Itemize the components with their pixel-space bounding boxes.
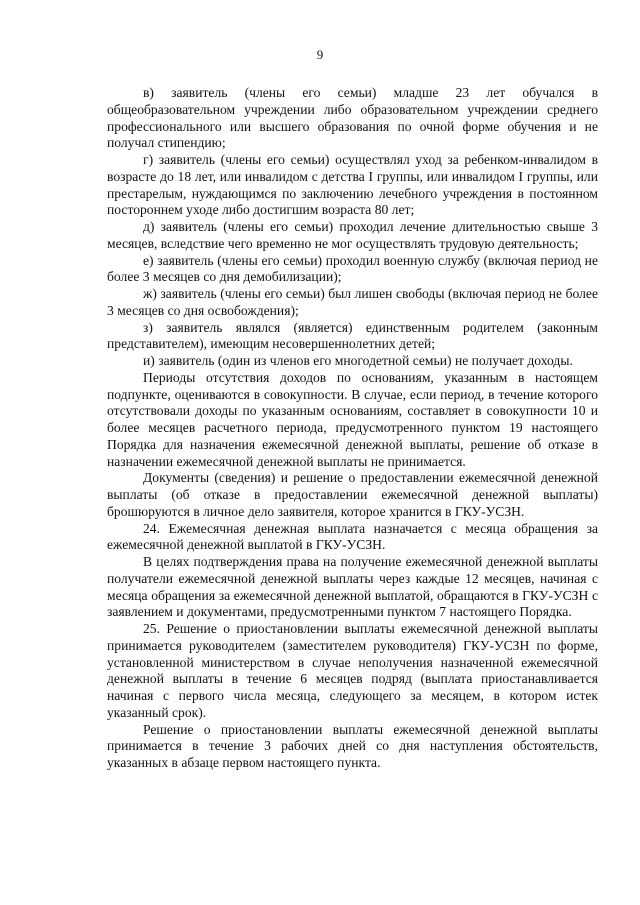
paragraph-confirmation-of-right: В целях подтверждения права на получение ежемесячной денежной выплаты получатели ежемесячной денежной выплаты через каждые 12 месяцев, начиная с месяца обращения за ежемесячной денежной выплатой, обращаются в ГКУ-УСЗН с заявлением и документами, предусмотренными пунктом 7 настоящего Порядка.	[107, 554, 598, 620]
paragraph-documents-personal-file: Документы (сведения) и решение о предоставлении ежемесячной денежной выплаты (об отказе в предоставлении ежемесячной денежной выплаты) брошюруются в личное дело заявителя, которое хранится в ГКУ-УСЗН.	[107, 470, 598, 519]
paragraph-item-25: 25. Решение о приостановлении выплаты ежемесячной денежной выплаты принимается руководителем (заместителем руководителя) ГКУ-УСЗН по форме, установленной министерством в случае неполучения назначенной ежемесячной денежной выплаты в течение 6 месяцев подряд (выплата приостанавливается начиная с первого числа месяца, следующего за месяцем, в котором истек указанный срок).	[107, 621, 598, 720]
paragraph-subitem-i: и) заявитель (один из членов его многодетной семьи) не получает доходы.	[143, 353, 573, 368]
paragraph-subitem-zh: ж) заявитель (члены его семьи) был лишен свободы (включая период не более 3 месяцев со дня освобождения);	[107, 286, 598, 318]
paragraph-subitem-d: д) заявитель (члены его семьи) проходил лечение длительностью свыше 3 месяцев, вследствие чего временно не мог осуществлять трудовую деятельность;	[107, 219, 598, 251]
paragraph-suspension-decision: Решение о приостановлении выплаты ежемесячной денежной выплаты принимается в течение 3 рабочих дней со дня наступления обстоятельств, указанных в абзаце первом настоящего пункта.	[107, 721, 598, 770]
paragraph-item-24: 24. Ежемесячная денежная выплата назначается с месяца обращения за ежемесячной денежной выплатой в ГКУ-УСЗН.	[107, 520, 598, 553]
paragraph-subitem-e: е) заявитель (члены его семьи) проходил военную службу (включая период не более 3 месяцев со дня демобилизации);	[107, 252, 598, 285]
document-body	[107, 85, 598, 772]
paragraph-subitem-z: з) заявитель являлся (является) единственным родителем (законным представителем), имеющим несовершеннолетних детей;	[107, 319, 598, 352]
paragraph-subitem-v: в) заявитель (члены его семьи) младше 23 лет обучался в общеобразовательном учреждении либо образовательном учреждении среднего профессионального или высшего образования по очной форме обучения и не получал стипендию;	[107, 85, 598, 151]
paragraph-subitem-g: г) заявитель (члены его семьи) осуществлял уход за ребенком-инвалидом в возрасте до 18 лет, или инвалидом с детства I группы, или инвалидом I группы, или престарелым, нуждающимся по заключению лечебного учреждения в постоянном постороннем уходе либо достигшим возраста 80 лет;	[107, 152, 598, 218]
paragraph-periods-of-no-income: Периоды отсутствия доходов по основаниям, указанным в настоящем подпункте, оцениваются в совокупности. В случае, если период, в течение которого отсутствовали доходы по указанным основаниям, составляет в совокупности 10 и более месяцев расчетного периода, предусмотренного пунктом 19 настоящего Порядка для назначения ежемесячной денежной выплаты, решение об отказе в назначении ежемесячной денежной выплаты не принимается.	[107, 369, 598, 469]
page-number: 9	[316, 47, 324, 62]
